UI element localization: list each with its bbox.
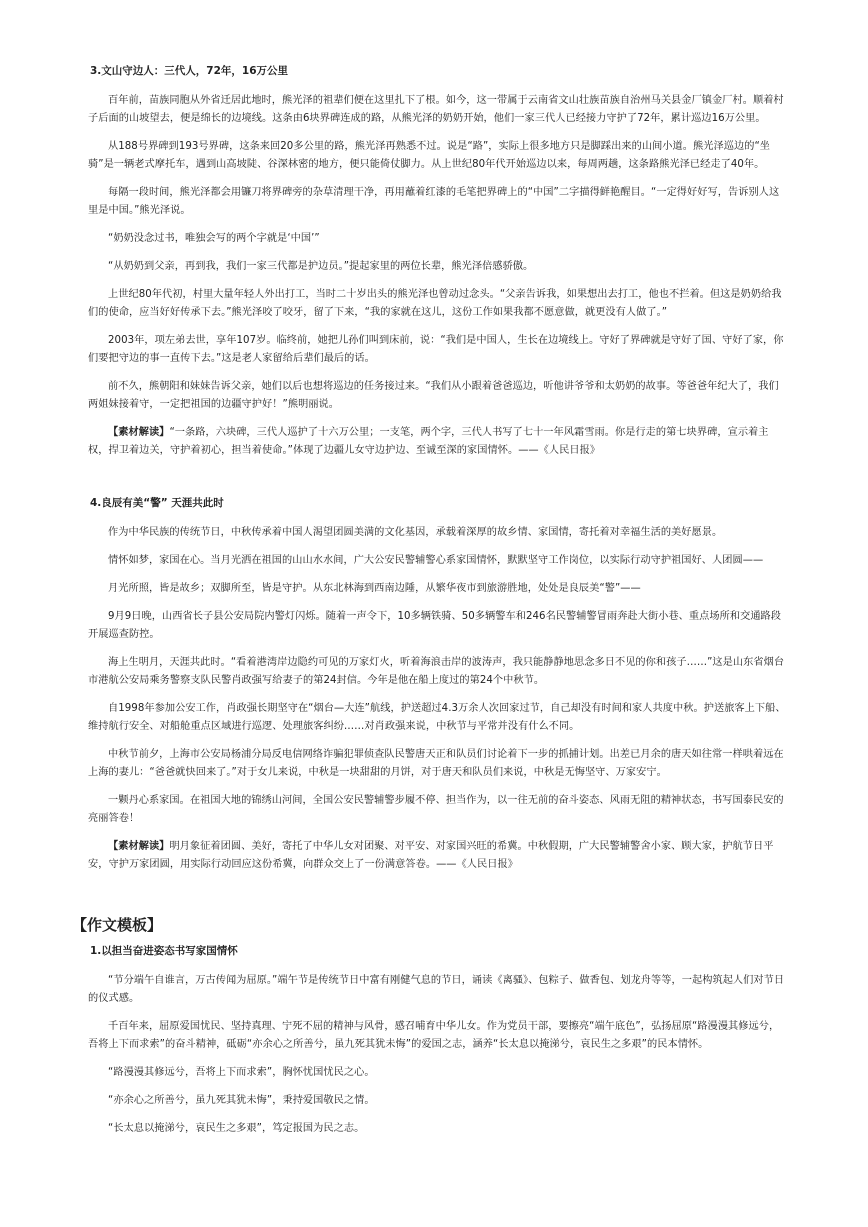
paragraph: 情怀如梦，家国在心。当月光洒在祖国的山山水水间，广大公安民警辅警心系家国情怀，默默坚守工作岗位，以实际行动守护祖国好、人团圆—— bbox=[108, 555, 764, 566]
material-label: 【素材解读】 bbox=[108, 427, 170, 438]
material-label: 【素材解读】 bbox=[108, 841, 170, 852]
paragraph: 千百年来，屈原爱国忧民、坚持真理、宁死不屈的精神与风骨，感召哺育中华儿女。作为党员干部，要擦亮“端午底色”，弘扬屈原“路漫漫其修远兮，吾将上下而求索”的奋斗精神，砥砺“亦余心之所善兮，虽九死其犹未悔”的爱国之志，涵养“长太息以掩涕兮，哀民生之多艰”的民本情怀。 bbox=[88, 1021, 780, 1050]
paragraph: 中秋节前夕，上海市公安局杨浦分局反电信网络诈骗犯罪侦查队民警唐天正和队员们讨论着下一步的抓捕计划。出差已月余的唐天如往常一样哄着远在上海的妻儿：“爸爸就快回来了。”对于女儿来说，中秋是一块甜甜的月饼，对于唐天和队员们来说，中秋是无悔坚守、万家安宁。 bbox=[88, 749, 784, 778]
paragraph: “路漫漫其修远兮，吾将上下而求索”，胸怀忧国忧民之心。 bbox=[108, 1067, 375, 1078]
document-body bbox=[72, 62, 788, 1148]
paragraph: 9月9日晚，山西省长子县公安局院内警灯闪烁。随着一声令下，10多辆铁骑、50多辆警车和246名民警辅警冒雨奔赴大街小巷、重点场所和交通路段开展巡查防控。 bbox=[88, 611, 782, 640]
section-4-title: 4.良辰有美“警” 天涯共此时 bbox=[90, 497, 224, 509]
material-text: 明月象征着团圆、美好，寄托了中华儿女对团聚、对平安、对家国兴旺的希冀。中秋假期，广大民警辅警舍小家、顾大家，护航节日平安，守护万家团圆，用实际行动回应这份希冀，向群众交上了一份满意答卷。——《人民日报》 bbox=[88, 841, 774, 870]
paragraph: 百年前，苗族同胞从外省迁居此地时，熊光泽的祖辈们便在这里扎下了根。如今，这一带属于云南省文山壮族苗族自治州马关县金厂镇金厂村。顺着村子后面的山坡望去，便是绵长的边境线。这条由6块界碑连成的路，从熊光泽的奶奶开始，他们一家三代人已经接力守护了72年，累计巡边16万公里。 bbox=[88, 95, 784, 124]
paragraph: 自1998年参加公安工作，肖政强长期坚守在“烟台—大连”航线，护送超过4.3万余人次回家过节，自己却没有时间和家人共度中秋。护送旅客上下船、维持航行安全、对船舱重点区域进行巡逻、处理旅客纠纷……对肖政强来说，中秋节与平常并没有什么不同。 bbox=[88, 703, 786, 732]
material-text: “一条路，六块碑，三代人巡护了十六万公里；一支笔，两个字，三代人书写了七十一年风霜雪雨。你是行走的第七块界碑，宣示着主权，捍卫着边关，守护着初心，担当着使命。”体现了边疆儿女守边护边、至诚至深的家国情怀。——《人民日报》 bbox=[88, 427, 769, 456]
paragraph: 作为中华民族的传统节日，中秋传承着中国人渴望团圆美满的文化基因，承载着深厚的故乡情、家国情，寄托着对幸福生活的美好愿景。 bbox=[108, 527, 723, 538]
paragraph: 一颗丹心系家国。在祖国大地的锦绣山河间，全国公安民警辅警步履不停、担当作为，以一往无前的奋斗姿态、风雨无阻的精神状态，书写国泰民安的亮丽答卷！ bbox=[88, 795, 784, 824]
paragraph: 2003年，项左弟去世，享年107岁。临终前，她把儿孙们叫到床前，说：“我们是中国人，生长在边境线上。守好了界碑就是守好了国、守好了家，你们要把守边的事一直传下去。”这是老人家留给后辈们最后的话。 bbox=[88, 335, 784, 364]
paragraph: 海上生明月，天涯共此时。“看着港湾岸边隐约可见的万家灯火，听着海浪击岸的波涛声，我只能静静地思念多日不见的你和孩子……”这是山东省烟台市港航公安局乘务警察支队民警肖政强写给妻子的第24封信。今年是他在船上度过的第24个中秋节。 bbox=[88, 657, 785, 686]
paragraph: “长太息以掩涕兮，哀民生之多艰”，笃定报国为民之志。 bbox=[108, 1123, 365, 1134]
paragraph: “节分端午自谁言，万古传闻为屈原。”端午节是传统节日中富有刚健气息的节日，诵读《离骚》、包粽子、做香包、划龙舟等等，一起构筑起人们对节日的仪式感。 bbox=[88, 975, 785, 1004]
paragraph: “从奶奶到父亲，再到我，我们一家三代都是护边员。”提起家里的两位长辈，熊光泽倍感骄傲。 bbox=[108, 261, 534, 272]
paragraph: “奶奶没念过书，唯独会写的两个字就是‘中国’” bbox=[108, 233, 320, 244]
paragraph: 月光所照，皆是故乡；双脚所至，皆是守护。从东北林海到西南边陲，从繁华夜市到旅游胜地，处处是良辰美“警”—— bbox=[108, 583, 641, 594]
material-interpretation bbox=[88, 838, 788, 874]
template-heading: 【作文模板】 bbox=[72, 916, 163, 934]
paragraph: “亦余心之所善兮，虽九死其犹未悔”，秉持爱国敬民之情。 bbox=[108, 1095, 375, 1106]
paragraph: 上世纪80年代初，村里大量年轻人外出打工，当时二十岁出头的熊光泽也曾动过念头。“父亲告诉我，如果想出去打工，他也不拦着。但这是奶奶给我们的使命，应当好好传承下去。”熊光泽咬了咬牙，留了下来，“我的家就在这儿，这份工作如果我都不愿意做，就更没有人做了。” bbox=[88, 289, 782, 318]
material-interpretation bbox=[88, 424, 788, 460]
paragraph: 从188号界碑到193号界碑，这条来回20多公里的路，熊光泽再熟悉不过。说是“路”，实际上很多地方只是脚踩出来的山间小道。熊光泽巡边的“坐骑”是一辆老式摩托车，遇到山高坡陡、谷深林密的地方，便只能倚仗脚力。从上世纪80年代开始巡边以来，每周两趟，这条路熊光泽已经走了40年。 bbox=[88, 141, 771, 170]
section-gap bbox=[88, 884, 788, 908]
section-gap bbox=[88, 470, 788, 494]
paragraph: 每隔一段时间，熊光泽都会用镰刀将界碑旁的杂草清理干净，再用蘸着红漆的毛笔把界碑上的“中国”二字描得鲜艳醒目。“一定得好好写，告诉别人这里是中国。”熊光泽说。 bbox=[88, 187, 780, 216]
template-subtitle: 1.以担当奋进姿态书写家国情怀 bbox=[90, 945, 238, 957]
section-3-title: 3.文山守边人：三代人，72年，16万公里 bbox=[90, 65, 289, 77]
paragraph: 前不久，熊朝阳和妹妹告诉父亲，她们以后也想将巡边的任务接过来。“我们从小跟着爸爸巡边，听他讲爷爷和太奶奶的故事。等爸爸年纪大了，我们两姐妹接着守，一定把祖国的边疆守护好！”熊明丽说。 bbox=[88, 381, 779, 410]
